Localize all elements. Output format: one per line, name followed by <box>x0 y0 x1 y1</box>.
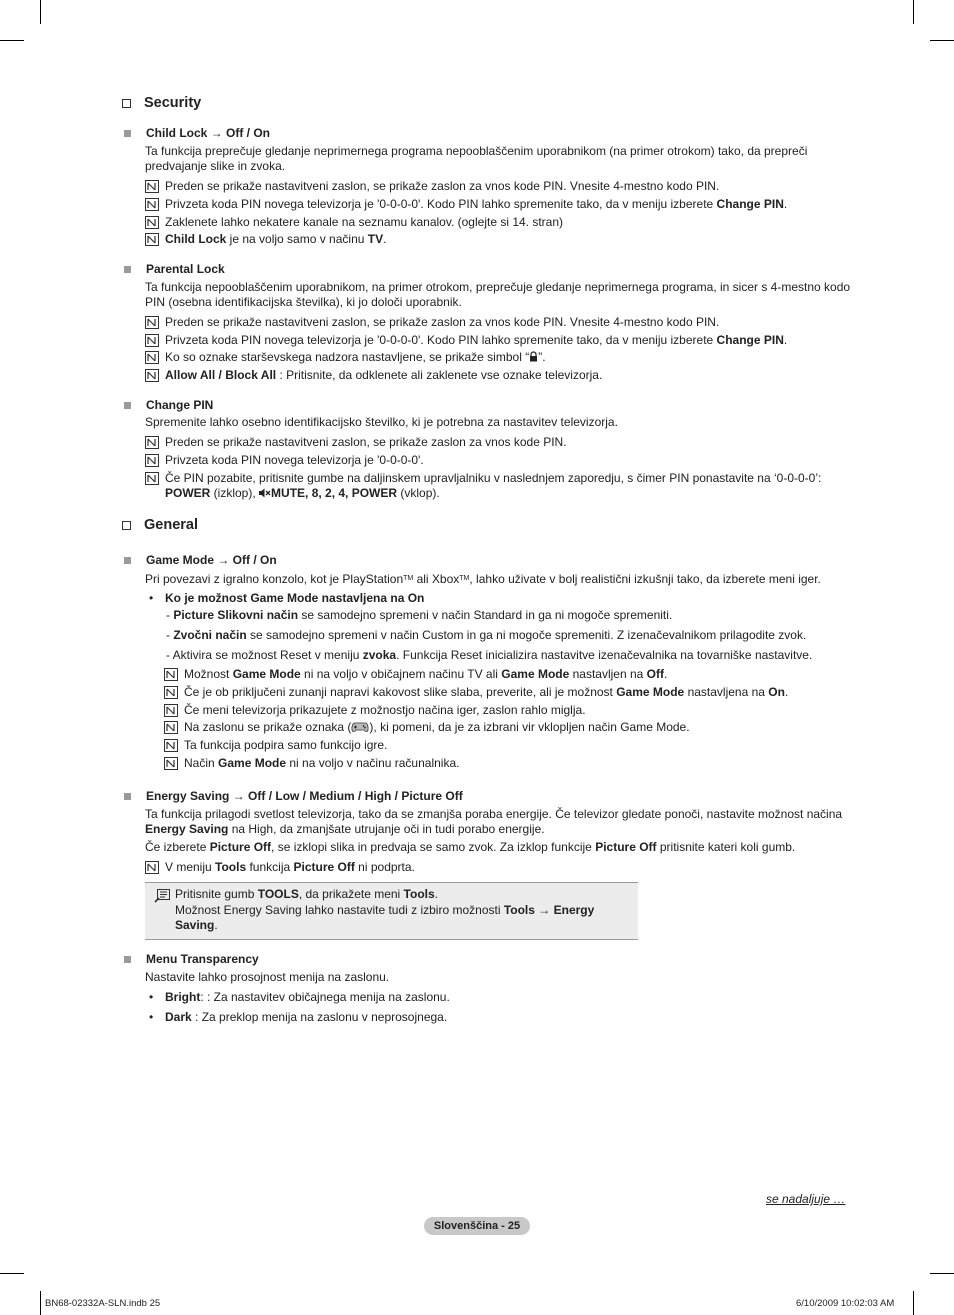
section-heading-security: Security <box>122 96 201 111</box>
checkbox-square-icon <box>122 521 131 530</box>
note-pencil-icon <box>164 668 178 681</box>
note-item: Preden se prikaže nastavitveni zaslon, se prikaže zaslon za vnos kode PIN. Vnesite 4-mestno kodo PIN. <box>145 315 719 330</box>
crop-mark <box>930 40 954 41</box>
note-pencil-icon <box>145 316 159 329</box>
note-pencil-icon <box>145 454 159 467</box>
crop-mark <box>40 1291 41 1315</box>
note-pencil-icon <box>145 180 159 193</box>
square-bullet-icon <box>124 130 131 137</box>
note-item: Privzeta koda PIN novega televizorja je '0-0-0-0'. <box>145 453 424 468</box>
dash-item: - Picture Slikovni način se samodejno spremeni v način Standard in ga ni mogoče spremeniti. <box>166 608 673 622</box>
subheading-energy-saving: Energy Saving → Off / Low / Medium / High / Picture Off <box>124 789 463 804</box>
note-item: Privzeta koda PIN novega televizorja je '0-0-0-0'. Kodo PIN lahko spremenite tako, da v meniju izberete Change PIN. <box>145 333 787 348</box>
mute-icon <box>259 488 271 498</box>
bullet-item: • Bright: : Za nastavitev običajnega menija na zaslonu. <box>149 990 450 1004</box>
square-bullet-icon <box>124 793 131 800</box>
note-item: V meniju Tools funkcija Picture Off ni podprta. <box>145 860 415 875</box>
square-bullet-icon <box>124 402 131 409</box>
note-pencil-icon <box>145 351 159 364</box>
dash-item: - Aktivira se možnost Reset v meniju zvoka. Funkcija Reset inicializira nastavitve izenačevalnika na tovarniške nastavitve. <box>166 648 813 662</box>
tip-line: Saving. <box>175 918 218 932</box>
lock-icon <box>529 351 538 362</box>
tip-line: Pritisnite gumb TOOLS, da prikažete meni Tools. <box>175 887 438 901</box>
square-bullet-icon <box>124 266 131 273</box>
continued-note: se nadaljuje … <box>766 1192 846 1206</box>
note-item: Način Game Mode ni na voljo v načinu računalnika. <box>164 756 459 771</box>
note-pencil-icon <box>164 704 178 717</box>
note-pencil-icon <box>145 216 159 229</box>
bullet-item: • Dark : Za preklop menija na zaslonu v neprosojnega. <box>149 1010 448 1024</box>
gamepad-icon <box>351 721 369 733</box>
note-item: Če je ob priključeni zunanji napravi kakovost slike slaba, preverite, ali je možnost Game Mode nastavljena na On. <box>164 685 788 700</box>
crop-mark <box>913 0 914 24</box>
dash-item: - Zvočni način se samodejno spremeni v način Custom in ga ni mogoče spremeniti. Z izenačevalnikom prilagodite zvok. <box>166 628 807 642</box>
note-item: Privzeta koda PIN novega televizorja je '0-0-0-0'. Kodo PIN lahko spremenite tako, da v meniju izberete Change PIN. <box>145 197 787 212</box>
change-pin-description: Spremenite lahko osebno identifikacijsko številko, ki je potrebna za nastavitev televizorja. <box>145 415 618 429</box>
energy-saving-description: Ta funkcija prilagodi svetlost televizorja, tako da se zmanjša poraba energije. Če televizor gledate ponoči, nastavite možnost načina Energy Saving na High, da zmanjšate utrujanje oči in tudi porabo energije. <box>145 807 843 836</box>
note-pencil-icon <box>145 436 159 449</box>
note-item: Preden se prikaže nastavitveni zaslon, se prikaže zaslon za vnos kode PIN. Vnesite 4-mestno kodo PIN. <box>145 179 719 194</box>
section-heading-general: General <box>122 518 198 533</box>
note-pencil-icon <box>164 757 178 770</box>
crop-mark <box>913 1291 914 1315</box>
note-pencil-icon <box>164 686 178 699</box>
menu-transparency-description: Nastavite lahko prosojnost menija na zaslonu. <box>145 970 390 984</box>
note-pencil-icon <box>145 861 159 874</box>
square-bullet-icon <box>124 557 131 564</box>
tools-icon <box>154 889 170 903</box>
note-pencil-icon <box>145 198 159 211</box>
note-item: Zaklenete lahko nekatere kanale na seznamu kanalov. (oglejte si 14. stran) <box>145 215 563 230</box>
crop-mark <box>0 40 24 41</box>
note-pencil-icon <box>164 721 178 734</box>
note-pencil-icon <box>145 233 159 246</box>
note-item: Preden se prikaže nastavitveni zaslon, se prikaže zaslon za vnos kode PIN. <box>145 435 567 450</box>
game-mode-description: Pri povezavi z igralno konzolo, kot je PlayStation™ ali Xbox™, lahko uživate v bolj realistični izkušnji tako, da izberete meni iger. <box>145 572 821 586</box>
note-pencil-icon <box>145 369 159 382</box>
note-item: Ko so oznake starševskega nadzora nastavljene, se prikaže simbol “ ”. <box>145 350 546 365</box>
note-pencil-icon <box>164 739 178 752</box>
note-item: Če PIN pozabite, pritisnite gumbe na daljinskem upravljalniku v naslednjem zaporedju, s čimer PIN ponastavite na ‘0-0-0-0’: POWER (izklop), MUTE, 8, 2, 4, POWER (vklop). <box>145 471 855 501</box>
subheading-child-lock: Child Lock → Off / On <box>124 126 270 141</box>
note-item: Child Lock je na voljo samo v načinu TV. <box>145 232 386 247</box>
note-item: Če meni televizorja prikazujete z možnostjo načina iger, zaslon rahlo miglja. <box>164 703 586 718</box>
note-item: Možnost Game Mode ni na voljo v običajnem načinu TV ali Game Mode nastavljen na Off. <box>164 667 667 682</box>
parental-lock-description: Ta funkcija nepooblaščenim uporabnikom, na primer otrokom, preprečuje gledanje neprimernega programa, in sicer s 4-mestno kodo PIN (osebna identifikacijska številka), ki jo določi uporabnik. <box>145 280 851 309</box>
subheading-menu-transparency: Menu Transparency <box>124 952 259 967</box>
crop-mark <box>0 1273 24 1274</box>
note-pencil-icon <box>145 334 159 347</box>
note-item: Na zaslonu se prikaže oznaka ( ), ki pomeni, da je za izbrani vir vklopljen način Game Mode. <box>164 720 690 735</box>
print-date: 6/10/2009 10:02:03 AM <box>796 1298 895 1309</box>
tip-line: Možnost Energy Saving lahko nastavite tudi z izbiro možnosti Tools → Energy <box>175 903 595 917</box>
crop-mark <box>930 1273 954 1274</box>
file-info: BN68-02332A-SLN.indb 25 <box>45 1298 161 1309</box>
note-item: Allow All / Block All : Pritisnite, da odklenete ali zaklenete vse oznake televizorja. <box>145 368 602 383</box>
note-pencil-icon <box>145 472 159 485</box>
checkbox-square-icon <box>122 99 131 108</box>
square-bullet-icon <box>124 956 131 963</box>
crop-mark <box>40 0 41 24</box>
subheading-parental-lock: Parental Lock <box>124 262 225 277</box>
subheading-game-mode: Game Mode → Off / On <box>124 553 277 568</box>
energy-saving-description-2: Če izberete Picture Off, se izklopi slika in predvaja se samo zvok. Za izklop funkcije Picture Off pritisnite kateri koli gumb. <box>145 840 796 854</box>
tools-tip-box <box>145 882 638 940</box>
note-item: Ta funkcija podpira samo funkcijo igre. <box>164 738 387 753</box>
subheading-change-pin: Change PIN <box>124 398 213 413</box>
bullet-item: • Ko je možnost Game Mode nastavljena na On <box>149 591 425 605</box>
child-lock-description: Ta funkcija preprečuje gledanje neprimernega programa nepooblaščenim uporabnikom (na primer otrokom) tako, da prepreči predvajanje slike in zvoka. <box>145 144 808 173</box>
page-number-badge: Slovenščina - 25 <box>424 1217 530 1235</box>
